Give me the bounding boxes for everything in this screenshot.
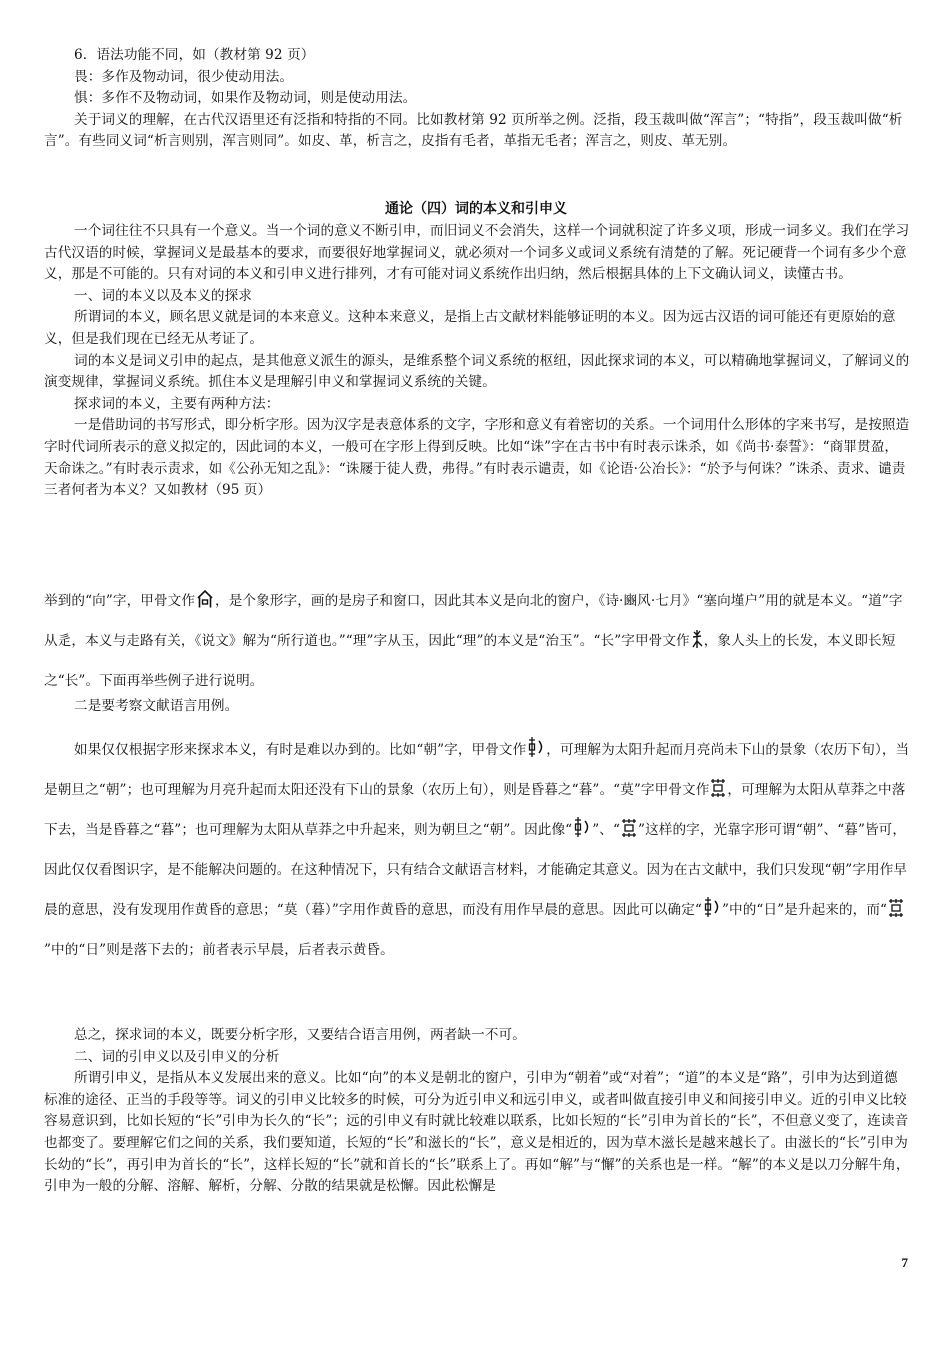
section-yinshenyi bbox=[44, 1025, 910, 1198]
oracle-chang-glyph-icon bbox=[691, 629, 703, 649]
oracle-mu-glyph-icon bbox=[621, 818, 637, 838]
paragraph: 6．语法功能不同，如（教材第 92 页） bbox=[74, 47, 315, 63]
paragraph: 惧：多作不及物动词，如果作及物动词，则是使动用法。 bbox=[74, 90, 417, 107]
oracle-mu-glyph-icon bbox=[710, 778, 726, 798]
section-synonym-usage bbox=[44, 45, 910, 153]
paragraph-xiang-glyph bbox=[44, 581, 910, 701]
paragraph: 畏：多作及物动词，很少使动用法。 bbox=[74, 68, 294, 85]
heading: 一、词的本义以及本义的探求 bbox=[74, 287, 253, 304]
paragraph: 关于词义的理解，在古代汉语里还有泛指和特指的不同。比如教材第 92 页所举之例。泛指，段玉裁叫做“浑言”；“特指”，段玉裁叫做“析言”。有些同义词“析言则别，浑言则同”。如皮、革，析言之，皮指有毛者，革指无毛者；浑言之，则皮、革无别。 bbox=[44, 111, 903, 150]
text-run: 举到的“向”字，甲骨文作 bbox=[44, 593, 196, 609]
text-run: ”中的“日”是升起来的，而“ bbox=[721, 902, 888, 918]
oracle-mu-glyph-icon bbox=[888, 898, 904, 918]
paragraph: 总之，探求词的本义，既要分析字形，又要结合语言用例，两者缺一不可。 bbox=[74, 1027, 526, 1043]
oracle-zhao-glyph-icon bbox=[703, 896, 721, 918]
oracle-zhao-glyph-icon bbox=[527, 736, 545, 758]
text-run: ，是个象形字，画的是房子和窗口，因此其本义是向北的窗户，《诗·豳风·七月》“塞向墐户”用的就是本义。“道”字从辵，本义与走路有关，《说文》解为“所行道也。”“理”字从玉，因此“理”的本义是“治玉”。“长”字甲骨文作 bbox=[44, 593, 903, 649]
heading: 二、词的引申义以及引申义的分析 bbox=[74, 1048, 280, 1065]
paragraph: 一是借助词的书写形式，即分析字形。因为汉字是表意体系的文字，字形和意义有着密切的关系。一个词用什么形体的字来书写，是按照造字时代词所表示的意义拟定的，因此词的本义，一般可在字形上得到反映。比如“诛”字在古书中有时表示诛杀，如《尚书·泰誓》：“商罪贯盈，天命诛之。”有时表示责求，如《公孙无知之乱》：“诛屦于徒人费，弗得。”有时表示谴责，如《论语·公冶长》：“於予与何诛？”诛杀、责求、谴责三者何者为本义？又如教材（95 页） bbox=[44, 417, 910, 499]
text-run: ，可理解为太阳从草莽之中落下去，当是昏暮之“暮”；也可理解为太阳从草莽之中升起来，则为朝旦之“朝”。因此像“ bbox=[44, 782, 906, 838]
paragraph: 探求词的本义，主要有两种方法： bbox=[74, 395, 280, 412]
text-run: ”中的“日”则是落下去的；前者表示早晨，后者表示黄昏。 bbox=[44, 942, 394, 958]
text-run: ”这样的字，光靠字形可谓“朝”、“暮”皆可，因此仅仅看图识字，是不能解决问题的。在这种情况下，只有结合文献语言材料，才能确定其意义。因为在古文献中，我们只发现“朝”字用作早晨的意思，没有发现用作黄昏的意思；“莫（暮）”字用作黄昏的意思，而没有用作早晨的意思。因此可以确定“ bbox=[44, 822, 908, 918]
text-run: ，象人头上的长发，本义即长短之“长”。下面再举些例子进行说明。 bbox=[44, 633, 896, 689]
heading: 二是要考察文献语言用例。 bbox=[74, 698, 239, 714]
paragraph-zhao-mu-glyph bbox=[44, 730, 910, 970]
oracle-xiang-glyph-icon bbox=[196, 589, 214, 609]
text-run: ”、“ bbox=[592, 822, 621, 838]
oracle-zhao-glyph-icon bbox=[573, 816, 591, 838]
section-benyi bbox=[44, 221, 910, 502]
section-title: 通论（四）词的本义和引申义 bbox=[385, 201, 567, 217]
section-heading bbox=[44, 695, 910, 717]
text-run: ，可理解为太阳升起而月亮尚未下山的景象（农历下旬），当是朝旦之“朝”；也可理解为月亮升起而太阳还没有下山的景象（农历上旬），则是昏暮之“暮”。“莫”字甲骨文作 bbox=[44, 742, 910, 798]
paragraph: 所谓词的本义，顾名思义就是词的本来意义。这种本来意义，是指上古文献材料能够证明的本义。因为远古汉语的词可能还有更原始的意义，但是我们现在已经无从考证了。 bbox=[44, 309, 896, 347]
page-number: 7 bbox=[901, 1255, 908, 1270]
paragraph: 一个词往往不只具有一个意义。当一个词的意义不断引申，而旧词义不会消失，这样一个词就积淀了许多义项，形成一词多义。我们在学习古代汉语的时候，掌握词义是最基本的要求，而要很好地掌握词义，就必须对一个词多义或词义系统有清楚的了解。死记硬背一个词有多少个意义，那是不可能的。只有对词的本义和引申义进行排列，才有可能对词义系统作出归纳，然后根据具体的上下文确认词义，读懂古书。 bbox=[44, 223, 910, 283]
text-run: 如果仅仅根据字形来探求本义，有时是难以办到的。比如“朝”字，甲骨文作 bbox=[74, 742, 527, 758]
paragraph: 所谓引申义，是指从本义发展出来的意义。比如“向”的本义是朝北的窗户，引申为“朝着”或“对着”；“道”的本义是“路”，引申为达到道德标准的途径、正当的手段等等。词义的引申义比较多的时候，可分为近引申义和远引申义，或者叫做直接引申义和间接引申义。近的引申义比较容易意识到，比如长短的“长”引申为长久的“长”；远的引申义有时就比较难以联系，比如长短的“长”引申为首长的“长”，不但意义变了，连读音也都变了。要理解它们之间的关系，我们要知道，长短的“长”和滋长的“长”，意义是相近的，因为草木滋长是越来越长了。由滋长的“长”引申为长幼的“长”，再引申为首长的“长”，这样长短的“长”就和首长的“长”联系上了。再如“解”与“懈”的关系也是一样。“解”的本义是以刀分解牛角，引申为一般的分解、溶解、解析，分解、分散的结果就是松懈。因此松懈是 bbox=[44, 1070, 910, 1195]
paragraph: 词的本义是词义引申的起点，是其他意义派生的源头，是维系整个词义系统的枢纽，因此探求词的本义，可以精确地掌握词义，了解词义的演变规律，掌握词义系统。抓住本义是理解引申义和掌握词义系统的关键。 bbox=[44, 352, 910, 391]
